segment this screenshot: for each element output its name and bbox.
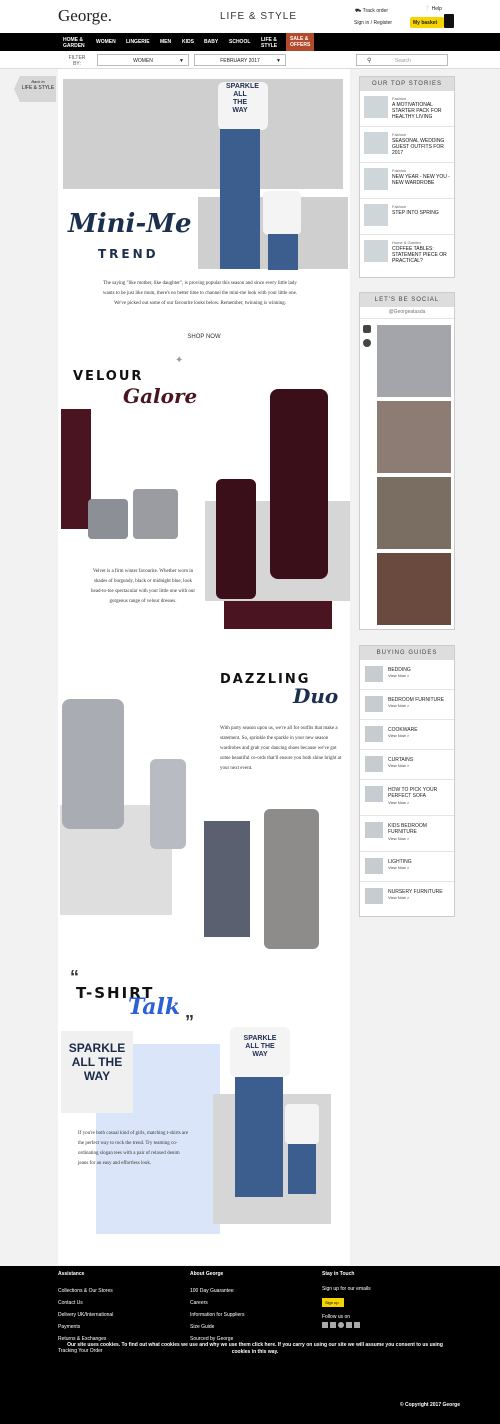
- social-handle[interactable]: @Georgeatasda: [360, 307, 454, 319]
- velour-accent-block: [224, 601, 332, 629]
- hero-tee-slogan: SPARKLE ALL THE WAY: [226, 83, 259, 114]
- quote-open-icon: “: [70, 967, 79, 987]
- search-input[interactable]: ⚲ Search: [356, 54, 448, 66]
- guide-thumbnail: [365, 696, 383, 712]
- facebook-icon[interactable]: [322, 1322, 328, 1328]
- nav-left-fill: [0, 33, 58, 51]
- hero-title: TREND: [98, 247, 159, 261]
- tee-slogan-closeup: SPARKLE ALL THE WAY: [61, 1031, 133, 1113]
- velour-text: Velvet is a firm winter favourite. Whether worn in shades of burgundy, black or midnight blue, look head-to-toe spectacular with your little one with our gorgeous range of velour dresses.: [91, 569, 195, 604]
- hero-title-script: Mini-Me: [68, 209, 192, 239]
- about-heading: About George: [190, 1271, 224, 1277]
- basket-icon[interactable]: [444, 14, 454, 28]
- footer-link[interactable]: Contact Us: [58, 1300, 83, 1306]
- story-thumbnail: [364, 132, 388, 154]
- dazzling-child-dress: [150, 759, 186, 849]
- buying-guides-heading: BUYING GUIDES: [360, 646, 454, 660]
- story-item[interactable]: Fashion A MOTIVATIONAL STARTER PACK FOR HEALTHY LIVING: [360, 91, 454, 127]
- caret-down-icon: ▼: [276, 58, 281, 64]
- nav-life-style[interactable]: LIFE & STYLE: [261, 37, 278, 49]
- pinterest-icon[interactable]: [363, 339, 371, 347]
- guide-item[interactable]: COOKWARE View Now >: [360, 720, 454, 750]
- george-logo[interactable]: George.: [58, 6, 112, 25]
- guide-thumbnail: [365, 756, 383, 772]
- velour-mother-dress: [270, 389, 328, 579]
- social-heading: LET'S BE SOCIAL: [360, 293, 454, 307]
- story-item[interactable]: Fashion NEW YEAR - NEW YOU - NEW WARDROBE: [360, 163, 454, 199]
- sequin-dress-product: [264, 809, 319, 949]
- category-select[interactable]: WOMEN ▼: [97, 54, 189, 66]
- basket-button[interactable]: My basket: [410, 17, 444, 28]
- shop-now-link[interactable]: SHOP NOW: [187, 334, 221, 340]
- hero-child-jeans: [268, 234, 298, 270]
- story-thumbnail: [364, 204, 388, 226]
- nav-baby[interactable]: BABY: [204, 39, 219, 45]
- twitter-icon[interactable]: [346, 1322, 352, 1328]
- footer-link[interactable]: Tracking Your Order: [58, 1348, 103, 1354]
- hero-child-top: [263, 191, 301, 235]
- footer-link[interactable]: Size Guide: [190, 1324, 215, 1330]
- quote-close-icon: ”: [185, 1012, 194, 1032]
- social-photo[interactable]: [377, 401, 451, 473]
- nav-home-garden[interactable]: HOME & GARDEN: [63, 37, 85, 49]
- top-stories-panel: [359, 76, 455, 278]
- section-title[interactable]: LIFE & STYLE: [220, 11, 298, 22]
- filter-bar: [0, 51, 500, 69]
- dazzling-mother-dress: [62, 699, 124, 829]
- guide-thumbnail: [365, 786, 383, 802]
- guide-item[interactable]: BEDDING View Now >: [360, 660, 454, 690]
- velour-script: Galore: [123, 384, 198, 408]
- main-nav: [58, 33, 500, 51]
- tshirt-text: If you're both casual kind of girls, matching t-shirts are the perfect way to rock the trend. Try teaming co-ordinating slogan tees with a pair of relaxed denim jeans for an easy and effortless look.: [78, 1131, 189, 1166]
- nav-kids[interactable]: KIDS: [182, 39, 194, 45]
- signup-button[interactable]: Sign up: [322, 1298, 344, 1307]
- top-stories-heading: OUR TOP STORIES: [360, 77, 454, 91]
- footer-link[interactable]: Information for Suppliers: [190, 1312, 245, 1318]
- follow-label: Follow us on: [322, 1314, 351, 1320]
- guide-item[interactable]: NURSERY FURNITURE View Now >: [360, 882, 454, 912]
- guide-thumbnail: [365, 822, 383, 838]
- tshirt-child-top: [285, 1104, 319, 1144]
- dazzling-script: Duo: [293, 684, 339, 708]
- nav-sale-offers[interactable]: SALE & OFFERS: [286, 33, 314, 51]
- guide-thumbnail: [365, 858, 383, 874]
- signup-text: Sign up for our emails: [322, 1286, 371, 1292]
- pinterest-icon[interactable]: [338, 1322, 344, 1328]
- tshirt-title: T-SHIRT: [76, 984, 155, 1002]
- truck-icon: ⛟: [355, 8, 362, 14]
- sequin-swatch: [204, 821, 250, 937]
- nav-men[interactable]: MEN: [160, 39, 172, 45]
- footer-link[interactable]: Collections & Our Stores: [58, 1288, 113, 1294]
- hero-image-bg: [63, 79, 343, 189]
- guide-item[interactable]: LIGHTING View Now >: [360, 852, 454, 882]
- story-item[interactable]: Fashion STEP INTO SPRING: [360, 199, 454, 235]
- intro-text: The saying "like mother, like daughter", is proving popular this season and since every little lady wants to be just like mum, there's no better time to channel the mini-me look with your little one. We've picked out some of our favourite looks below. Remember, twinning is winning.: [102, 281, 298, 306]
- social-photo[interactable]: [377, 325, 451, 397]
- caret-down-icon: ▼: [179, 58, 184, 64]
- story-thumbnail: [364, 96, 388, 118]
- sign-in-link[interactable]: Sign in / Register: [354, 20, 393, 26]
- youtube-icon[interactable]: [354, 1322, 360, 1328]
- story-item[interactable]: Home & Garden COFFEE TABLES: STATEMENT PIECE OR PRACTICAL?: [360, 235, 454, 271]
- nav-women[interactable]: WOMEN: [96, 39, 116, 45]
- guide-thumbnail: [365, 726, 383, 742]
- article: [58, 69, 350, 1265]
- dazzling-title: DAZZLING: [220, 672, 311, 687]
- search-icon[interactable]: ⚲: [367, 58, 372, 64]
- footer-link[interactable]: Delivery UK/International: [58, 1312, 114, 1318]
- story-thumbnail: [364, 240, 388, 262]
- tshirt-mother-jeans: [235, 1077, 283, 1197]
- filter-label: FILTER BY:: [68, 55, 86, 67]
- guide-item[interactable]: KIDS BEDROOM FURNITURE View Now >: [360, 816, 454, 852]
- social-photo[interactable]: [377, 477, 451, 549]
- tshirt-script: Talk: [128, 994, 181, 1020]
- story-item[interactable]: Fashion SEASONAL WEDDING GUEST OUTFITS FOR 2017: [360, 127, 454, 163]
- instagram-icon[interactable]: [330, 1322, 336, 1328]
- help-link[interactable]: ❔ Help: [424, 6, 442, 12]
- sparkle-icon: ✦: [175, 355, 184, 366]
- hero-mother-jeans: [220, 129, 260, 269]
- guide-thumbnail: [365, 888, 383, 904]
- footer-link[interactable]: Payments: [58, 1324, 81, 1330]
- social-photo[interactable]: [377, 553, 451, 625]
- nav-lingerie[interactable]: LINGERIE: [126, 39, 150, 45]
- social-panel: [359, 292, 455, 630]
- velour-shoes: [83, 489, 183, 549]
- track-order-link[interactable]: ⛟ Track order: [355, 8, 388, 14]
- footer-link[interactable]: 100 Day Guarantee: [190, 1288, 234, 1294]
- dazzling-text: With party season upon us, we're all for outfits that make a statement. So, sprinkle the sparkle in your new season wardrobes and grab your dancing shoes because we've got some beautiful co-ords that'll ensure you both shine bright at your next event.: [220, 726, 342, 771]
- help-icon: ❔: [424, 6, 431, 12]
- stay-in-touch-heading: Stay in Touch: [322, 1271, 355, 1277]
- back-to-life-style[interactable]: Back to LIFE & STYLE: [20, 76, 56, 102]
- footer-link[interactable]: Sourced by George: [190, 1336, 234, 1342]
- month-select[interactable]: FEBRUARY 2017 ▼: [194, 54, 286, 66]
- nav-school[interactable]: SCHOOL: [229, 39, 251, 45]
- guide-item[interactable]: BEDROOM FURNITURE View Now >: [360, 690, 454, 720]
- instagram-icon[interactable]: [363, 325, 371, 333]
- tshirt-child-jeans: [288, 1144, 316, 1194]
- guide-thumbnail: [365, 666, 383, 682]
- footer-link[interactable]: Returns & Exchanges: [58, 1336, 107, 1342]
- guide-item[interactable]: HOW TO PICK YOUR PERFECT SOFA View Now >: [360, 780, 454, 816]
- velour-title: VELOUR: [73, 369, 144, 384]
- site-header: [0, 0, 500, 33]
- buying-guides-panel: [359, 645, 455, 917]
- cookie-notice: Our site uses cookies. To find out what cookies we use and why we use them click here. If you carry on using our site we will assume you consent to us using cookies in this way.: [67, 1342, 443, 1355]
- site-footer: [0, 1266, 500, 1424]
- tshirt-mother-top: SPARKLE ALL THE WAY: [230, 1027, 290, 1077]
- guide-item[interactable]: CURTAINS View Now >: [360, 750, 454, 780]
- copyright: © Copyright 2017 George: [399, 1402, 460, 1408]
- story-thumbnail: [364, 168, 388, 190]
- velour-child-dress: [216, 479, 256, 599]
- footer-link[interactable]: Careers: [190, 1300, 208, 1306]
- assistance-heading: Assistance: [58, 1271, 85, 1277]
